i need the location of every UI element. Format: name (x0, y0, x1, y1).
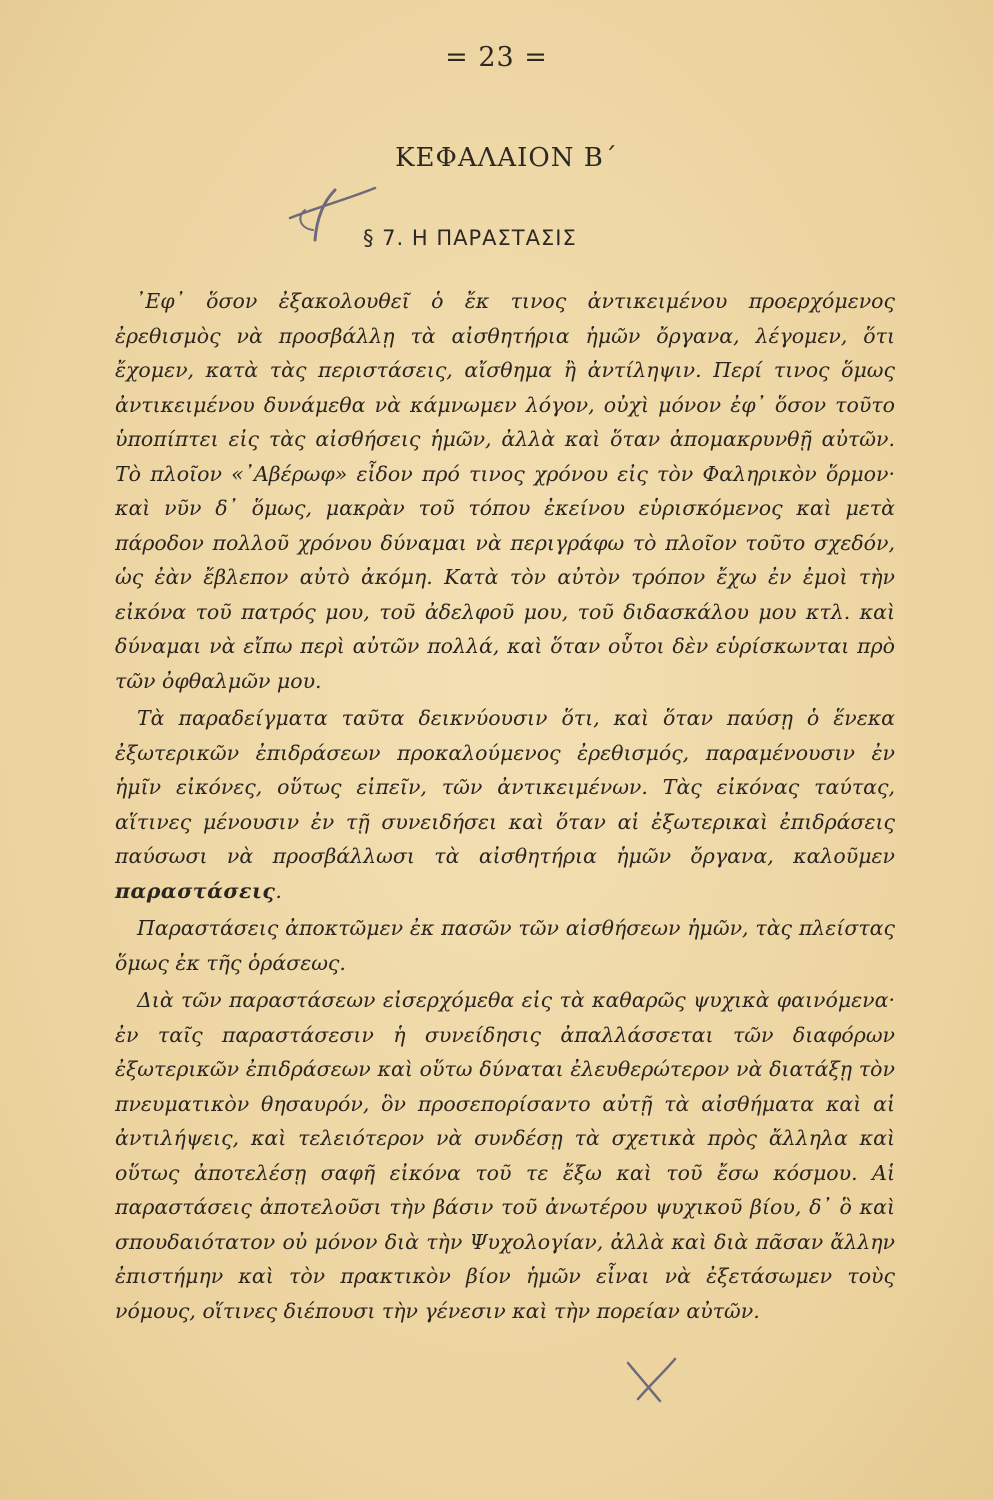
paragraph-3: Παραστάσεις ἀποκτῶμεν ἐκ πασῶν τῶν αἰσθήσεων ἡμῶν, τὰς πλείστας ὅμως ἐκ τῆς ὁράσεως. (115, 916, 895, 975)
body-text (115, 284, 895, 1331)
section-title: § 7. Η ΠΑΡΑΣΤΑΣΙΣ (363, 226, 577, 250)
paragraph-2 (115, 701, 895, 908)
paragraph-1: ᾿Εφ᾿ ὅσον ἐξακολουθεῖ ὁ ἔκ τινος ἀντικειμένου προερχόμενος ἐρεθισμὸς νὰ προσβάλλῃ τὰ αἰσθητήρια ἡμῶν ὄργανα, λέγομεν, ὅτι ἔχομεν, κατὰ τὰς περιστάσεις, αἴσθημα ἢ ἀντίληψιν. Περί τινος ὅμως ἀντικειμένου δυνάμεθα νὰ κάμνωμεν λόγον, οὐχὶ μόνον ἐφ᾿ ὅσον τοῦτο ὑποπίπτει εἰς τὰς αἰσθήσεις ἡμῶν, ἀλλὰ καὶ ὅταν ἀπομακρυνθῇ αὐτῶν. Τὸ πλοῖον «᾿Αβέρωφ» εἶδον πρό τινος χρόνου εἰς τὸν Φαληρικὸν ὅρμον· καὶ νῦν δ᾿ ὅμως, μακρὰν τοῦ τόπου ἐκείνου εὑρισκόμενος καὶ μετὰ πάροδον πολλοῦ χρόνου δύναμαι νὰ περιγράφω τὸ πλοῖον τοῦτο σχεδόν, ὡς ἐὰν ἔβλεπον αὐτὸ ἀκόμη. Κατὰ τὸν αὐτὸν τρόπον ἔχω ἐν ἐμοὶ τὴν εἰκόνα τοῦ πατρός μου, τοῦ ἀδελφοῦ μου, τοῦ διδασκάλου μου κτλ. καὶ δύναμαι νὰ εἴπω περὶ αὐτῶν πολλά, καὶ ὅταν οὗτοι δὲν εὑρίσκωνται πρὸ τῶν ὀφθαλμῶν μου. (115, 289, 895, 693)
pencil-cross-mark (620, 1355, 690, 1405)
paragraph-2-text: Τὰ παραδείγματα ταῦτα δεικνύουσιν ὅτι, καὶ ὅταν παύσῃ ὁ ἕνεκα ἐξωτερικῶν ἐπιδράσεων προκαλούμενος ἐρεθισμός, παραμένουσιν ἐν ἡμῖν εἰκόνες, οὕτως εἰπεῖν, τῶν ἀντικειμένων. Τὰς εἰκόνας ταύτας, αἵτινες μένουσιν ἐν τῇ συνειδήσει καὶ ὅταν αἱ ἐξωτερικαὶ ἐπιδράσεις παύσωσι νὰ προσβάλλωσι τὰ αἰσθητήρια ἡμῶν ὄργανα, καλοῦμεν (115, 706, 895, 868)
chapter-title: ΚΕΦΑΛΑΙΟΝ Β΄ (395, 143, 618, 173)
emphasized-term: παραστάσεις (115, 878, 276, 903)
paragraph-2-end: . (275, 878, 282, 903)
page-number: = 23 = (445, 42, 548, 73)
paragraph-4: Διὰ τῶν παραστάσεων εἰσερχόμεθα εἰς τὰ καθαρῶς ψυχικὰ φαινόμενα· ἐν ταῖς παραστάσεσιν ἡ συνείδησις ἀπαλλάσσεται τῶν διαφόρων ἐξωτερικῶν ἐπιδράσεων καὶ οὕτω δύναται ἐλευθερώτερον νὰ διατάξῃ τὸν πνευματικὸν θησαυρόν, ὃν προσεπορίσαντο αὐτῇ τὰ αἰσθήματα καὶ αἱ ἀντιλήψεις, καὶ τελειότερον νὰ συνδέσῃ τὰ σχετικὰ πρὸς ἄλληλα καὶ οὕτως ἀποτελέσῃ σαφῆ εἰκόνα τοῦ τε ἔξω καὶ τοῦ ἔσω κόσμου. Αἱ παραστάσεις ἀποτελοῦσι τὴν βάσιν τοῦ ἀνωτέρου ψυχικοῦ βίου, δ᾿ ὃ καὶ σπουδαιότατον οὐ μόνον διὰ τὴν Ψυχολογίαν, ἀλλὰ καὶ διὰ πᾶσαν ἄλλην ἐπιστήμην καὶ τὸν πρακτικὸν βίον ἡμῶν εἶναι νὰ ἐξετάσωμεν τοὺς νόμους, οἵτινες διέπουσι τὴν γένεσιν καὶ τὴν πορείαν αὐτῶν. (115, 988, 895, 1323)
